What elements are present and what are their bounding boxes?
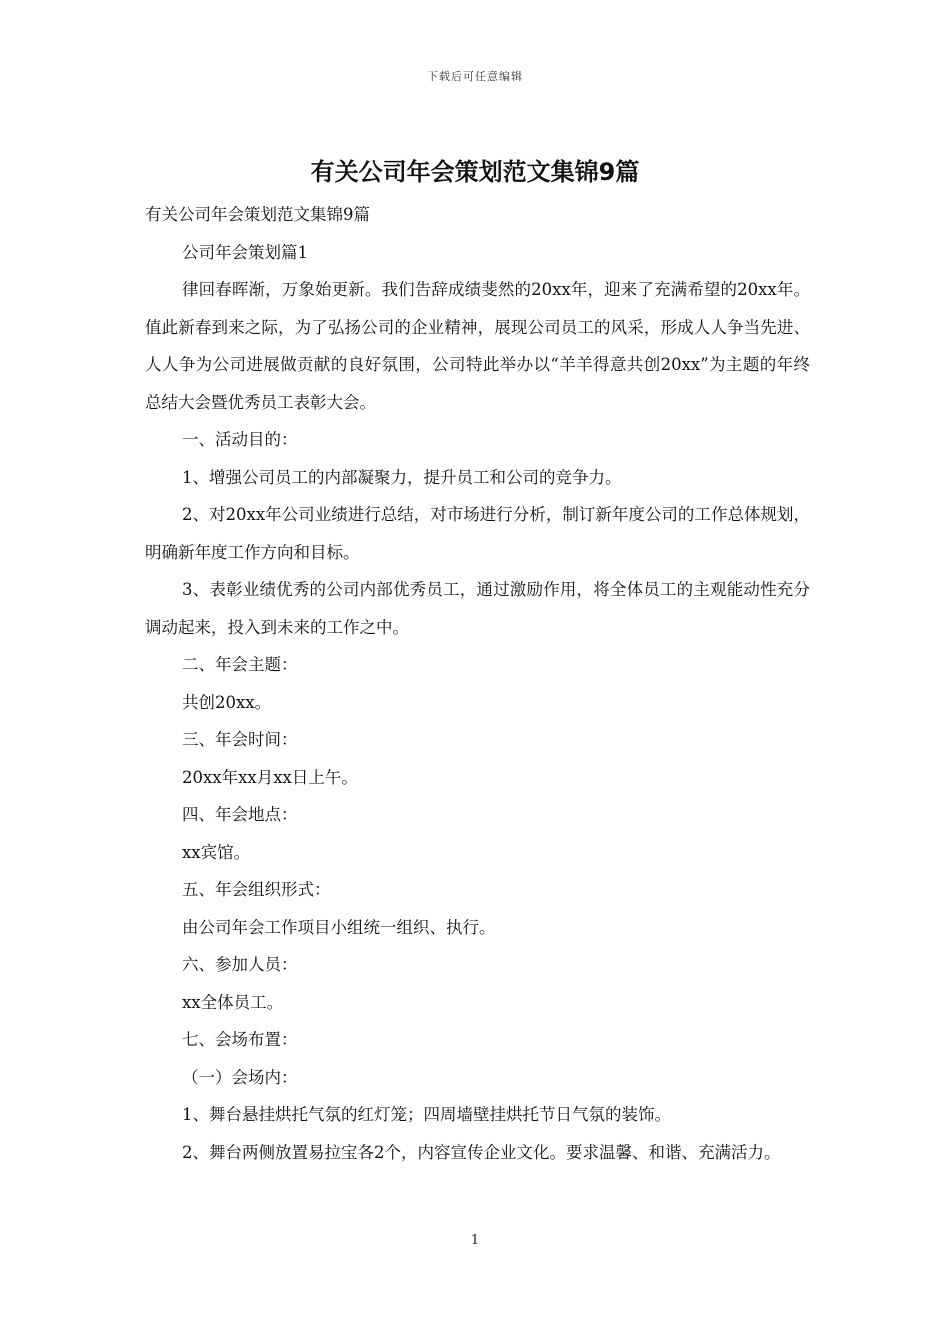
list-item: 2、舞台两侧放置易拉宝各2个，内容宣传企业文化。要求温馨、和谐、充满活力。: [182, 1142, 781, 1162]
section-heading: 三、年会时间：: [182, 730, 298, 749]
paragraph: 共创20xx。: [182, 692, 272, 712]
list-item: 1、舞台悬挂烘托气氛的红灯笼；四周墙壁挂烘托节日气氛的装饰。: [182, 1105, 671, 1124]
document-title: 有关公司年会策划范文集锦9篇: [310, 158, 640, 186]
section-heading: 一、活动目的：: [182, 430, 298, 449]
paragraph: 20xx年xx月xx日上午。: [182, 767, 358, 787]
section-heading: 五、年会组织形式：: [182, 880, 331, 899]
list-item: 1、增强公司员工的内部凝聚力，提升员工和公司的竞争力。: [182, 467, 622, 487]
document-body: [145, 196, 810, 1171]
section-heading: 公司年会策划篇1: [182, 242, 308, 262]
section-heading: 二、年会主题：: [182, 655, 298, 674]
section-heading: 七、会场布置：: [182, 1030, 298, 1049]
paragraph: xx宾馆。: [182, 842, 251, 862]
section-heading: 六、参加人员：: [182, 955, 298, 974]
intro-paragraph: 律回春晖渐，万象始更新。我们告辞成绩斐然的20xx年，迎来了充满希望的20xx年。值此新春到来之际，为了弘扬公司的企业精神，展现公司员工的风采，形成人人争当先进、人人争为公司进展做贡献的良好氛围，公司特此举办以“羊羊得意共创20xx”为主题的年终总结大会暨优秀员工表彰大会。: [145, 280, 810, 412]
paragraph: 由公司年会工作项目小组统一组织、执行。: [182, 917, 496, 937]
subtitle-paragraph: 有关公司年会策划范文集锦9篇: [145, 205, 370, 224]
paragraph: xx全体员工。: [182, 992, 284, 1012]
list-item: 3、表彰业绩优秀的公司内部优秀员工，通过激励作用，将全体员工的主观能动性充分调动起来，投入到未来的工作之中。: [145, 580, 810, 637]
list-item: 2、对20xx年公司业绩进行总结，对市场进行分析，制订新年度公司的工作总体规划，明确新年度工作方向和目标。: [145, 505, 810, 562]
subsection-heading: （一）会场内：: [182, 1067, 298, 1087]
page-number: 1: [470, 1233, 480, 1248]
header-note: 下载后可任意编辑: [427, 70, 523, 83]
section-heading: 四、年会地点：: [182, 805, 298, 824]
